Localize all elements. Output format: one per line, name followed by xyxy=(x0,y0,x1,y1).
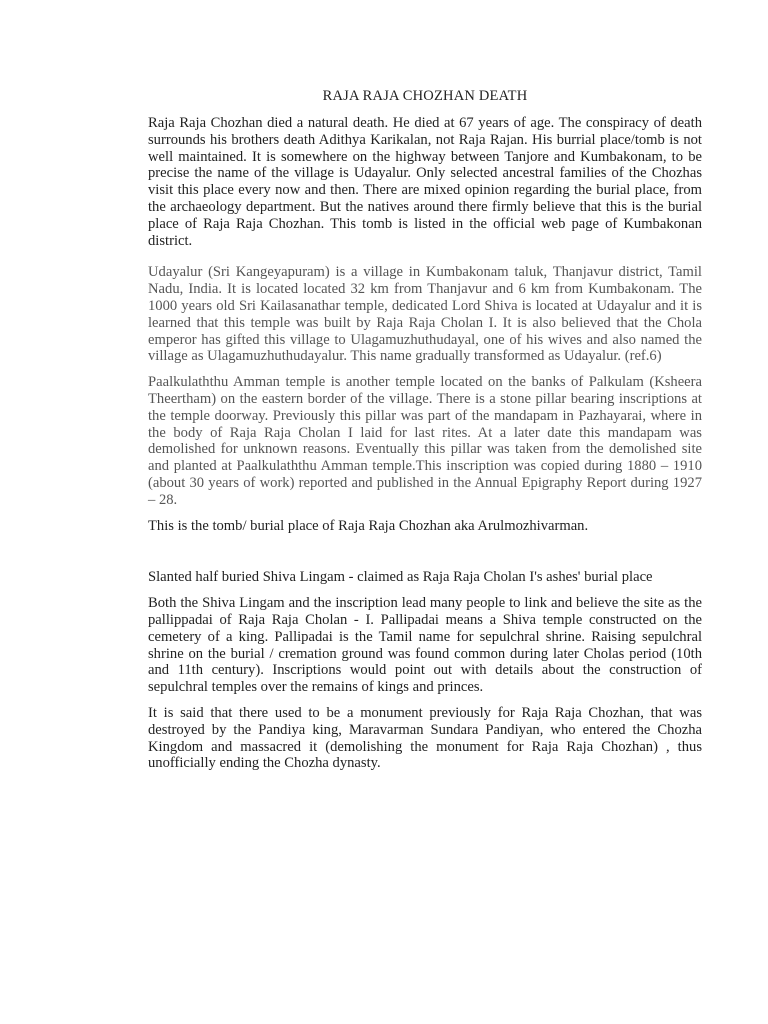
paragraph-udayalur: Udayalur (Sri Kangeyapuram) is a village in Kumbakonam taluk, Thanjavur district, Tamil Nadu, India. It is located located 32 km from Thanjavur and 6 km from Kumbakonam. The 1000 years old Sri Kailasanathar temple, dedicated Lord Shiva is located at Udayalur and it is learned that this temple was built by Raja Raja Cholan I. It is also believed that the Chola emperor has gifted this village to Ulagamuzhuthudayal, one of his wives and also named the village as Ulagamuzhuthudayalur. This name gradually transformed as Udayalur. (ref.6) xyxy=(148,264,702,365)
document-title: RAJA RAJA CHOZHAN DEATH xyxy=(322,88,528,104)
paragraph-paalkulaththu: Paalkulaththu Amman temple is another temple located on the banks of Palkulam (Ksheera Theertham) on the eastern border of the village. There is a stone pillar bearing inscriptions at the temple doorway. Previously this pillar was part of the mandapam in Pazhayarai, where in the body of Raja Raja Cholan I laid for last rites. At a later date this mandapam was demolished for unknown reasons. Eventually this pillar was taken from the demolished site and planted at Paalkulaththu Amman temple.This inscription was copied during 1880 – 1910 (about 30 years of work) reported and published in the Annual Epigraphy Report during 1927 – 28. xyxy=(148,374,702,508)
paragraph-image-caption: Slanted half buried Shiva Lingam - claimed as Raja Raja Cholan I's ashes' burial place xyxy=(148,569,653,586)
paragraph-tomb: This is the tomb/ burial place of Raja Raja Chozhan aka Arulmozhivarman. xyxy=(148,517,589,534)
paragraph-pallippadai: Both the Shiva Lingam and the inscription lead many people to link and believe the site as the pallippadai of Raja Raja Cholan - I. Pallipadai means a Shiva temple constructed on the cemetery of a king. Pallipadai is the Tamil name for sepulchral shrine. Raising sepulchral shrine on the burial / cremation ground was found common during later Cholas period (10th and 11th century). Inscriptions would point out with details about the construction of sepulchral temples over the remains of kings and princes. xyxy=(148,595,702,696)
paragraph-monument: It is said that there used to be a monument previously for Raja Raja Chozhan, that was destroyed by the Pandiya king, Maravarman Sundara Pandiyan, who entered the Chozha Kingdom and massacred it (demolishing the monument for Raja Raja Chozhan) , thus unofficially ending the Chozha dynasty. xyxy=(148,704,702,772)
document-page xyxy=(148,86,702,781)
paragraph-death: Raja Raja Chozhan died a natural death. He died at 67 years of age. The conspiracy of death surrounds his brothers death Adithya Karikalan, not Raja Rajan. His burrial place/tomb is not well maintained. It is somewhere on the highway between Tanjore and Kumbakonam, to be precise the name of the village is Udayalur. Only selected ancestral families of the Chozhas visit this place every now and then. There are mixed opinion regarding the burial place, from the archaeology department. But the natives around there firmly believe that this is the burial place of Raja Raja Chozhan. This tomb is listed in the official web page of Kumbakonan district. xyxy=(148,115,702,249)
